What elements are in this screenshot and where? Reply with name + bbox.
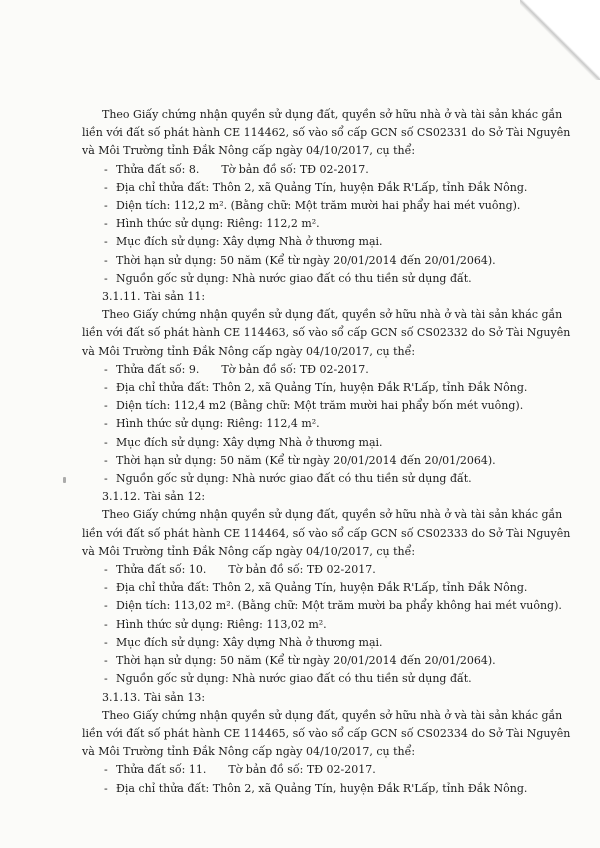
parcel-number: Thửa đất số: 8. [116,162,200,176]
map-sheet-number: Tờ bản đồ số: TĐ 02-2017. [228,563,376,577]
property-detail-item: - Mục đích sử dụng: Xây dựng Nhà ở thương mại. [104,233,524,251]
property-detail-item: - Nguồn gốc sử dụng: Nhà nước giao đất có thu tiền sử dụng đất. [104,470,524,488]
paragraph-line: liền với đất số phát hành CE 114465, số vào sổ cấp GCN số CS02334 do Sở Tài Nguyên [82,726,571,740]
paragraph-line: Theo Giấy chứng nhận quyền sử dụng đất, quyền sở hữu nhà ở và tài sản khác gắn [102,108,563,121]
certificate-paragraph [82,707,571,762]
parcel-number: Thửa đất số: 9. [116,362,200,376]
property-details-list [82,161,528,288]
property-detail-item: - Nguồn gốc sử dụng: Nhà nước giao đất có thu tiền sử dụng đất. [104,670,524,688]
folded-corner [520,0,600,80]
paragraph-line: liền với đất số phát hành CE 114464, số vào sổ cấp GCN số CS02333 do Sở Tài Nguyên [82,526,571,540]
property-detail-item: - Thời hạn sử dụng: 50 năm (Kể từ ngày 20/01/2014 đến 20/01/2064). [104,452,524,470]
property-detail-item: - Diện tích: 112,4 m2 (Bằng chữ: Một trăm mười hai phẩy bốn mét vuông). [104,397,524,415]
paragraph-line: và Môi Trường tỉnh Đắk Nông cấp ngày 04/10/2017, cụ thể: [82,344,416,358]
parcel-number-item [104,161,524,179]
property-detail-item: - Diện tích: 112,2 m². (Bằng chữ: Một trăm mười hai phẩy hai mét vuông). [104,197,524,215]
parcel-number-item [104,761,524,779]
paragraph-line: và Môi Trường tỉnh Đắk Nông cấp ngày 04/10/2017, cụ thể: [82,745,416,759]
parcel-number-item [104,561,524,579]
certificate-paragraph [82,106,571,161]
paragraph-line: Theo Giấy chứng nhận quyền sử dụng đất, quyền sở hữu nhà ở và tài sản khác gắn [102,708,563,722]
paragraph-line: và Môi Trường tỉnh Đắk Nông cấp ngày 04/10/2017, cụ thể: [82,144,416,158]
parcel-number-item [104,361,524,379]
property-detail-item: - Mục đích sử dụng: Xây dựng Nhà ở thương mại. [104,434,524,452]
section-heading: 3.1.12. Tài sản 12: [102,490,206,504]
property-detail-item: - Địa chỉ thửa đất: Thôn 2, xã Quảng Tín, huyện Đắk R'Lấp, tỉnh Đắk Nông. [104,179,524,197]
property-detail-item: - Mục đích sử dụng: Xây dựng Nhà ở thương mại. [104,634,524,652]
certificate-paragraph [82,506,571,561]
paragraph-line: Theo Giấy chứng nhận quyền sử dụng đất, quyền sở hữu nhà ở và tài sản khác gắn [102,308,563,322]
section-heading: 3.1.13. Tài sản 13: [102,690,206,704]
paragraph-line: liền với đất số phát hành CE 114463, số vào sổ cấp GCN số CS02332 do Sở Tài Nguyên [82,326,571,340]
property-details-list [82,361,528,488]
parcel-number: Thửa đất số: 10. [116,563,207,577]
property-detail-item: - Thời hạn sử dụng: 50 năm (Kể từ ngày 20/01/2014 đến 20/01/2064). [104,652,524,670]
paragraph-line: liền với đất số phát hành CE 114462, số vào sổ cấp GCN số CS02331 do Sở Tài Nguyên [82,126,571,140]
paragraph-line: và Môi Trường tỉnh Đắk Nông cấp ngày 04/10/2017, cụ thể: [82,544,416,558]
certificate-paragraph [82,306,571,361]
property-detail-item: - Địa chỉ thửa đất: Thôn 2, xã Quảng Tín, huyện Đắk R'Lấp, tỉnh Đắk Nông. [104,780,524,798]
map-sheet-number: Tờ bản đồ số: TĐ 02-2017. [221,162,369,176]
property-detail-item: - Diện tích: 113,02 m². (Bằng chữ: Một trăm mười ba phẩy không hai mét vuông). [104,597,524,615]
map-sheet-number: Tờ bản đồ số: TĐ 02-2017. [228,763,376,777]
document-body [82,106,571,798]
property-detail-item: - Địa chỉ thửa đất: Thôn 2, xã Quảng Tín, huyện Đắk R'Lấp, tỉnh Đắk Nông. [104,379,524,397]
property-detail-item: - Nguồn gốc sử dụng: Nhà nước giao đất có thu tiền sử dụng đất. [104,270,524,288]
property-detail-item: - Địa chỉ thửa đất: Thôn 2, xã Quảng Tín, huyện Đắk R'Lấp, tỉnh Đắk Nông. [104,579,524,597]
property-detail-item: - Hình thức sử dụng: Riêng: 112,4 m². [104,415,524,433]
property-detail-item: - Hình thức sử dụng: Riêng: 112,2 m². [104,215,524,233]
parcel-number: Thửa đất số: 11. [116,763,207,777]
property-detail-item: - Hình thức sử dụng: Riêng: 113,02 m². [104,616,524,634]
map-sheet-number: Tờ bản đồ số: TĐ 02-2017. [221,362,369,376]
section-heading: 3.1.11. Tài sản 11: [102,290,206,304]
property-details-list [82,561,562,688]
property-detail-item: - Thời hạn sử dụng: 50 năm (Kể từ ngày 20/01/2014 đến 20/01/2064). [104,252,524,270]
property-details-list [82,761,528,797]
paragraph-line: Theo Giấy chứng nhận quyền sử dụng đất, quyền sở hữu nhà ở và tài sản khác gắn [102,508,563,522]
scan-mark [63,477,66,483]
